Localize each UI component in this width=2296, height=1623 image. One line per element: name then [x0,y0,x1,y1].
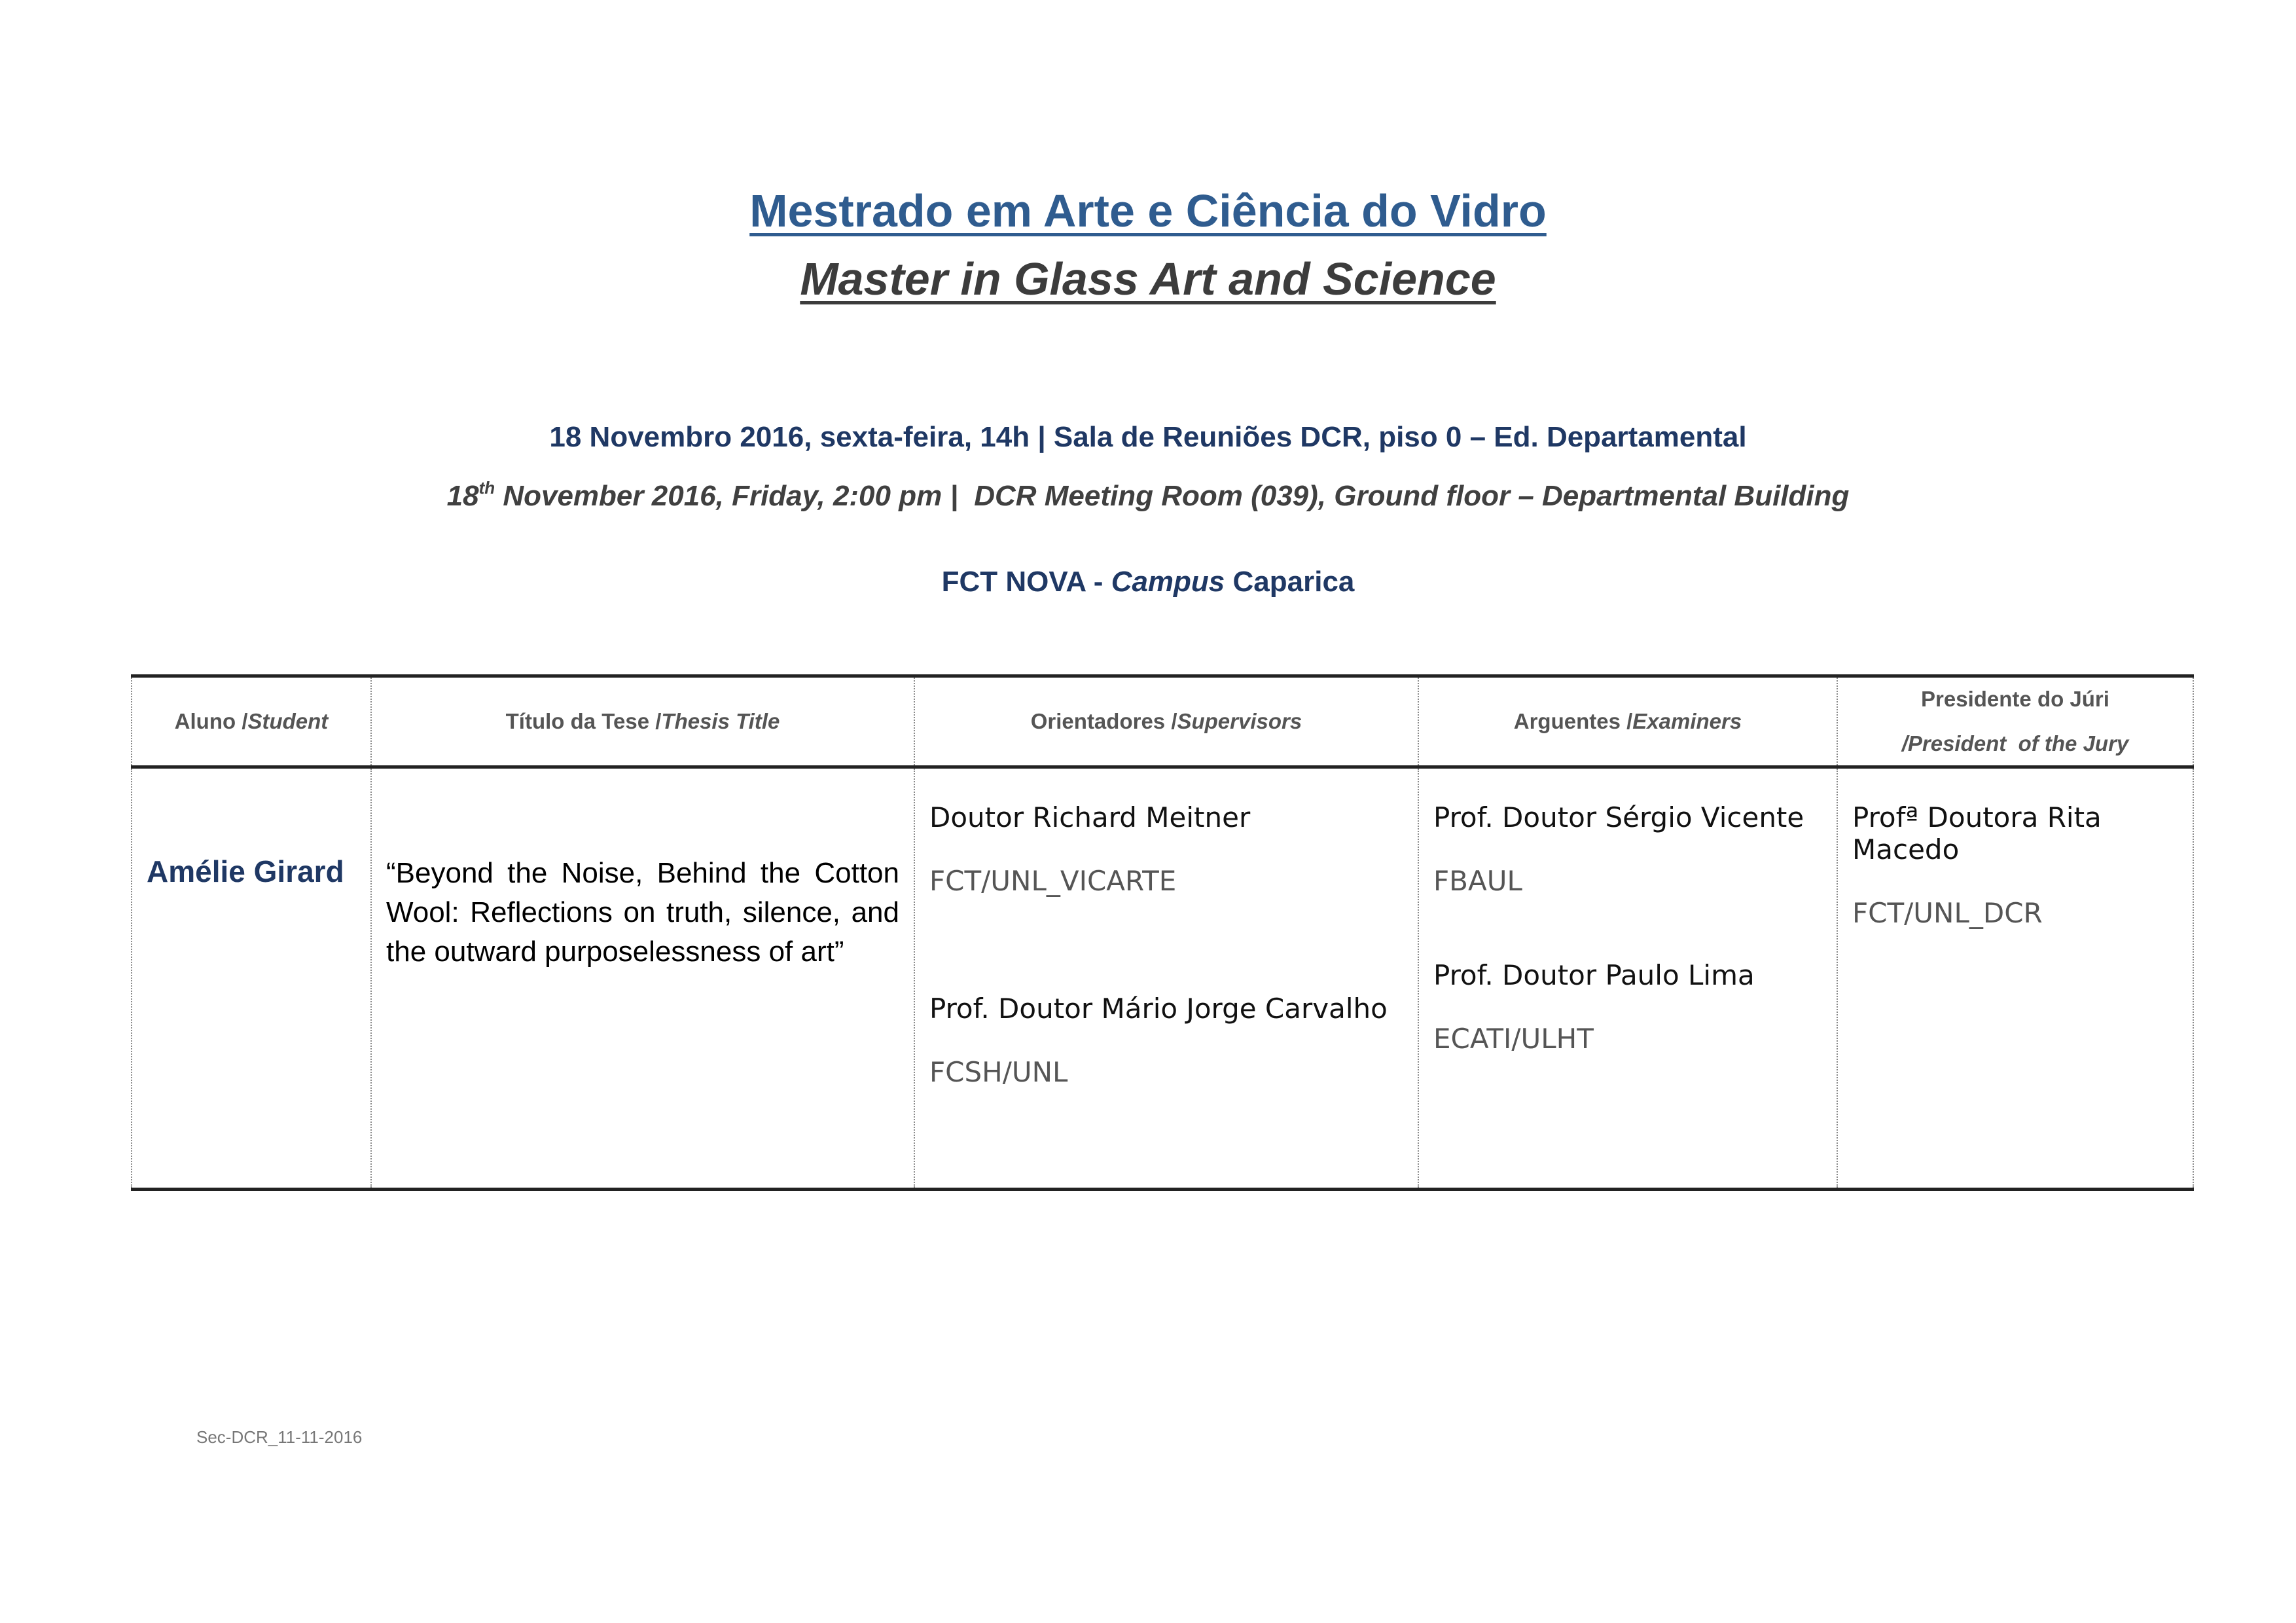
date-location-english [0,480,2296,513]
campus-prefix: FCT NOVA - [941,566,1111,598]
header-supervisors [914,676,1418,767]
thesis-title: “Beyond the Noise, Behind the Cotton Wool: Reflections on truth, silence, and the outward purposelessness of art” [386,857,899,968]
table-row [132,767,2193,1190]
supervisor-2-institution: FCSH/UNL [929,1056,1068,1088]
campus-suffix: Caparica [1225,566,1355,598]
president-institution: FCT/UNL_DCR [1852,897,2043,929]
header-examiners [1418,676,1837,767]
examiner-2-institution: ECATI/ULHT [1433,1023,1594,1055]
date-day-suffix: th [478,478,495,498]
cell-student [132,767,371,1190]
header-supervisors-pt: Orientadores / [1030,709,1177,733]
header-supervisors-en: Supervisors [1177,709,1302,733]
document-reference: Sec-DCR_11-11-2016 [196,1427,363,1447]
header-president-en: /President of the Jury [1901,731,2129,756]
campus-italic: Campus [1111,566,1225,598]
table-header-row [132,676,2193,767]
examiner-1-institution: FBAUL [1433,865,1522,897]
header-student [132,676,371,767]
header-student-pt: Aluno / [174,709,248,733]
title-portuguese: Mestrado em Arte e Ciência do Vidro [749,185,1547,236]
examiner-2-name: Prof. Doutor Paulo Lima [1433,959,1755,991]
president-name: Profª Doutora Rita Macedo [1852,801,2102,866]
cell-thesis [371,767,914,1190]
header-thesis-en: Thesis Title [661,709,780,733]
jury-table [131,674,2194,1191]
supervisor-1-institution: FCT/UNL_VICARTE [929,865,1177,897]
cell-president [1837,767,2193,1190]
cell-supervisors [914,767,1418,1190]
header-president-pt: Presidente do Júri [1921,687,2109,711]
header-thesis-pt: Título da Tese / [505,709,662,733]
supervisor-2-name: Prof. Doutor Mário Jorge Carvalho [929,993,1388,1025]
title-english: Master in Glass Art and Science [800,253,1496,304]
header-examiners-en: Examiners [1632,709,1742,733]
date-location-rest: November 2016, Friday, 2:00 pm | DCR Meeting Room (039), Ground floor – Departmental Building [495,480,1850,512]
header-student-en: Student [247,709,329,733]
cell-examiners [1418,767,1837,1190]
examiner-1-name: Prof. Doutor Sérgio Vicente [1433,801,1804,833]
supervisor-1-name: Doutor Richard Meitner [929,801,1251,833]
header-examiners-pt: Arguentes / [1513,709,1633,733]
date-day: 18 [446,480,479,512]
date-location-portuguese: 18 Novembro 2016, sexta-feira, 14h | Sala de Reuniões DCR, piso 0 – Ed. Departamental [549,421,1747,453]
header-thesis [371,676,914,767]
header-president [1837,676,2193,767]
student-name: Amélie Girard [147,854,344,888]
campus-line [0,566,2296,598]
